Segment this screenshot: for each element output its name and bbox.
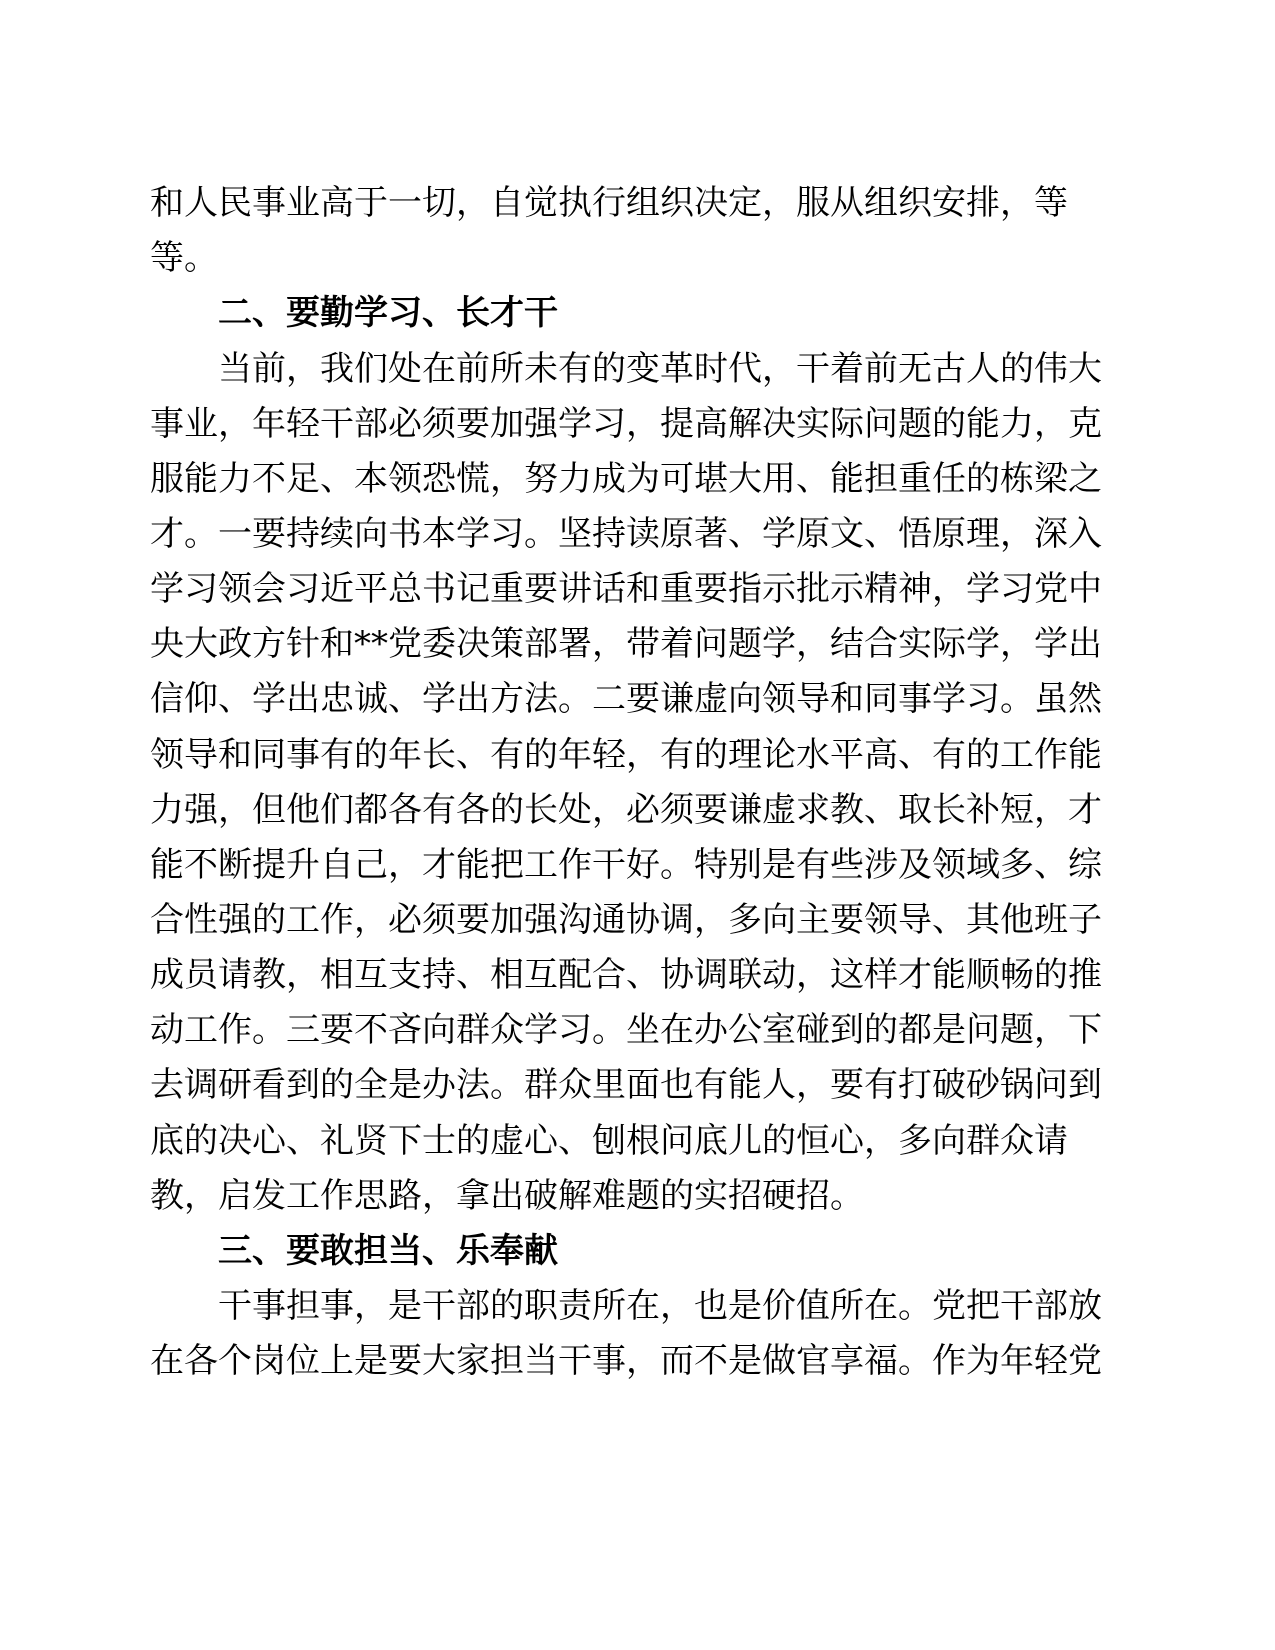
paragraph-line: 去调研看到的全是办法。群众里面也有能人，要有打破砂锅问到 [150,1065,1102,1105]
paragraph-line: 成员请教，相互支持、相互配合、协调联动，这样才能顺畅的推 [150,955,1102,995]
paragraph-line: 和人民事业高于一切，自觉执行组织决定，服从组织安排，等 [150,183,1068,223]
paragraph-line: 信仰、学出忠诚、学出方法。二要谦虚向领导和同事学习。虽然 [150,679,1102,719]
paragraph-line: 等。 [150,238,218,278]
paragraph-line: 力强，但他们都各有各的长处，必须要谦虚求教、取长补短，才 [150,790,1102,830]
section-heading: 二、要勤学习、长才干 [218,293,558,333]
paragraph-line: 教，启发工作思路，拿出破解难题的实招硬招。 [150,1176,864,1216]
paragraph-line: 当前，我们处在前所未有的变革时代，干着前无古人的伟大 [218,349,1102,389]
paragraph-line: 才。一要持续向书本学习。坚持读原著、学原文、悟原理，深入 [150,514,1102,554]
paragraph-line: 底的决心、礼贤下士的虚心、刨根问底儿的恒心，多向群众请 [150,1121,1068,1161]
paragraph-line: 事业，年轻干部必须要加强学习，提高解决实际问题的能力，克 [150,404,1102,444]
paragraph-line: 合性强的工作，必须要加强沟通协调，多向主要领导、其他班子 [150,900,1102,940]
paragraph-line: 在各个岗位上是要大家担当干事，而不是做官享福。作为年轻党 [150,1341,1102,1381]
paragraph-line: 动工作。三要不吝向群众学习。坐在办公室碰到的都是问题，下 [150,1010,1102,1050]
paragraph-line: 学习领会习近平总书记重要讲话和重要指示批示精神，学习党中 [150,569,1102,609]
paragraph-line: 干事担事，是干部的职责所在，也是价值所在。党把干部放 [218,1286,1102,1326]
paragraph-line: 能不断提升自己，才能把工作干好。特别是有些涉及领域多、综 [150,845,1102,885]
paragraph-line: 服能力不足、本领恐慌，努力成为可堪大用、能担重任的栋梁之 [150,459,1102,499]
paragraph-line: 领导和同事有的年长、有的年轻，有的理论水平高、有的工作能 [150,735,1102,775]
section-heading: 三、要敢担当、乐奉献 [218,1231,558,1271]
paragraph-line: 央大政方针和**党委决策部署，带着问题学，结合实际学，学出 [150,624,1102,664]
